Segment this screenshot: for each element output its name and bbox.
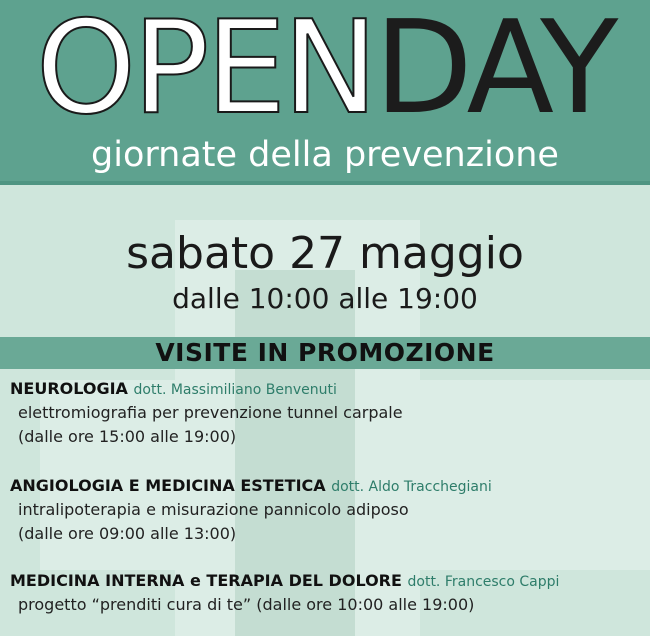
page-title [0, 0, 650, 144]
page-subtitle: giornate della prevenzione [91, 135, 559, 175]
service-description: elettromiografia per prevenzione tunnel carpale [18, 403, 403, 422]
specialty-name: NEUROLOGIA [10, 379, 128, 398]
specialty-name: MEDICINA INTERNA e TERAPIA DEL DOLORE [10, 571, 402, 590]
header-banner [0, 0, 650, 185]
promo-banner [0, 337, 650, 369]
section-neurologia [10, 378, 650, 449]
doctor-name: dott. Francesco Cappi [407, 574, 560, 590]
service-time: (dalle ore 09:00 alle 13:00) [18, 524, 237, 543]
section-title [10, 475, 650, 498]
service-description: progetto “prenditi cura di te” (dalle ore 10:00 alle 19:00) [18, 595, 475, 614]
event-date: sabato 27 maggio [126, 228, 524, 279]
doctor-name: dott. Aldo Tracchegiani [331, 479, 492, 495]
service-description: intralipoterapia e misurazione pannicolo adiposo [18, 500, 409, 519]
event-hours: dalle 10:00 alle 19:00 [172, 282, 478, 315]
section-medicina-interna [10, 570, 650, 617]
promo-title: VISITE IN PROMOZIONE [155, 338, 495, 367]
title-open: OPEN [35, 0, 375, 143]
doctor-name: dott. Massimiliano Benvenuti [133, 382, 337, 398]
specialty-name: ANGIOLOGIA E MEDICINA ESTETICA [10, 476, 326, 495]
title-day: DAY [374, 0, 615, 143]
section-angiologia [10, 475, 650, 546]
section-title [10, 570, 650, 593]
service-time: (dalle ore 15:00 alle 19:00) [18, 427, 237, 446]
section-title [10, 378, 650, 401]
